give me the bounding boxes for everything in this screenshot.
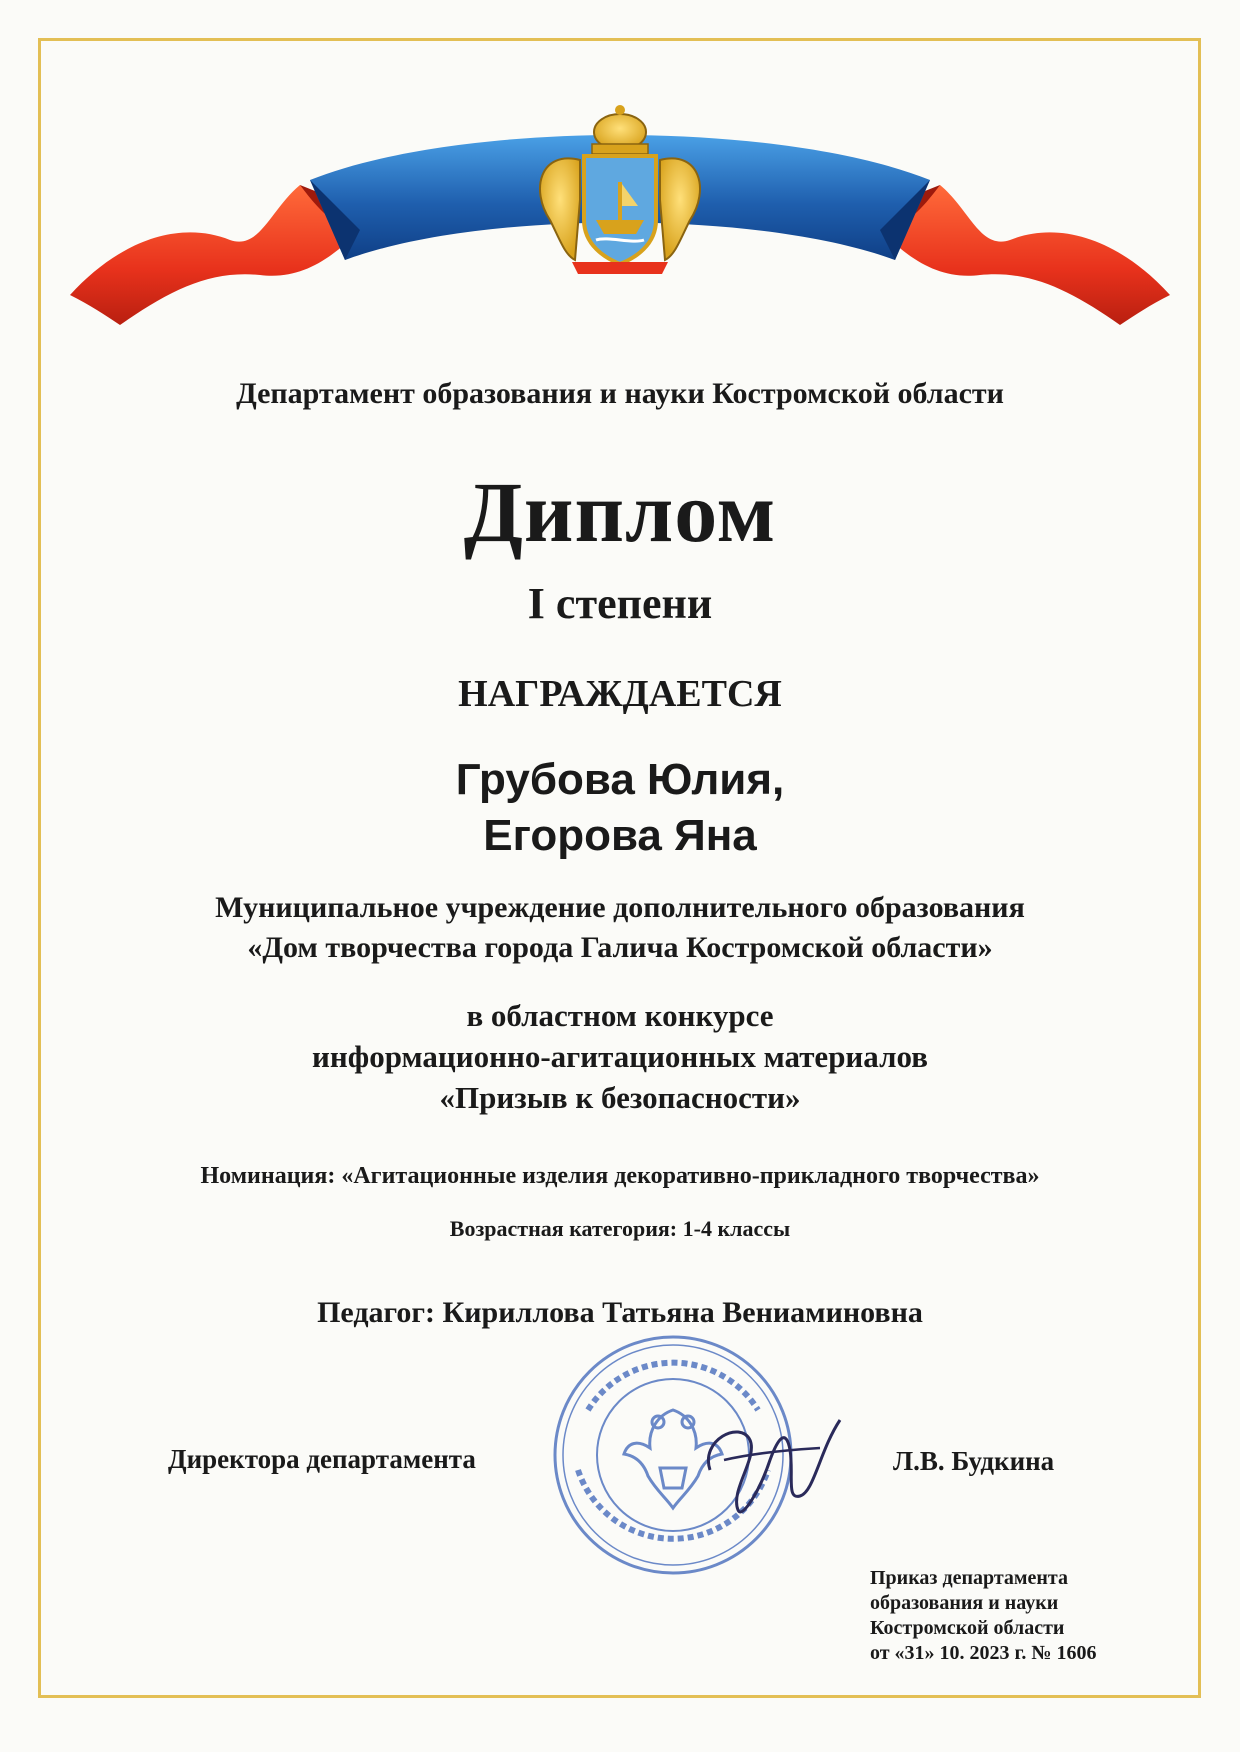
- recipients-block: [0, 752, 1240, 864]
- signatory-role: Директора департамента: [168, 1444, 476, 1474]
- awarded-label: НАГРАЖДАЕТСЯ: [458, 673, 782, 715]
- diploma-title: Диплом: [463, 464, 777, 560]
- order-line: Приказ департамента: [870, 1567, 1068, 1589]
- order-line: от «31» 10. 2023 г. № 1606: [870, 1642, 1097, 1664]
- recipient-name: Егорова Яна: [483, 811, 757, 860]
- contest-block: [0, 995, 1240, 1118]
- order-reference: [870, 1566, 1150, 1666]
- contest-line: в областном конкурсе: [466, 998, 774, 1033]
- ribbon-coat-of-arms-icon: [60, 90, 1180, 350]
- contest-line: информационно-агитационных материалов: [312, 1039, 928, 1074]
- order-line: образования и науки: [870, 1592, 1059, 1614]
- institution-line: «Дом творчества города Галича Костромской области»: [247, 931, 993, 964]
- diploma-degree: I степени: [527, 579, 713, 628]
- nomination: Номинация: «Агитационные изделия декоративно-прикладного творчества»: [200, 1163, 1040, 1189]
- recipient-name: Грубова Юлия,: [455, 755, 785, 804]
- handwritten-signature-icon: [690, 1400, 860, 1530]
- institution-line: Муниципальное учреждение дополнительного образования: [215, 891, 1025, 924]
- signatory-name: Л.В. Будкина: [893, 1446, 1055, 1476]
- department-name: Департамент образования и науки Костромской области: [236, 377, 1004, 410]
- age-category: Возрастная категория: 1-4 классы: [449, 1216, 791, 1241]
- order-line: Костромской области: [870, 1617, 1065, 1639]
- teacher: Педагог: Кириллова Татьяна Вениаминовна: [317, 1296, 923, 1329]
- contest-line: «Призыв к безопасности»: [439, 1080, 801, 1115]
- institution-block: [0, 888, 1240, 968]
